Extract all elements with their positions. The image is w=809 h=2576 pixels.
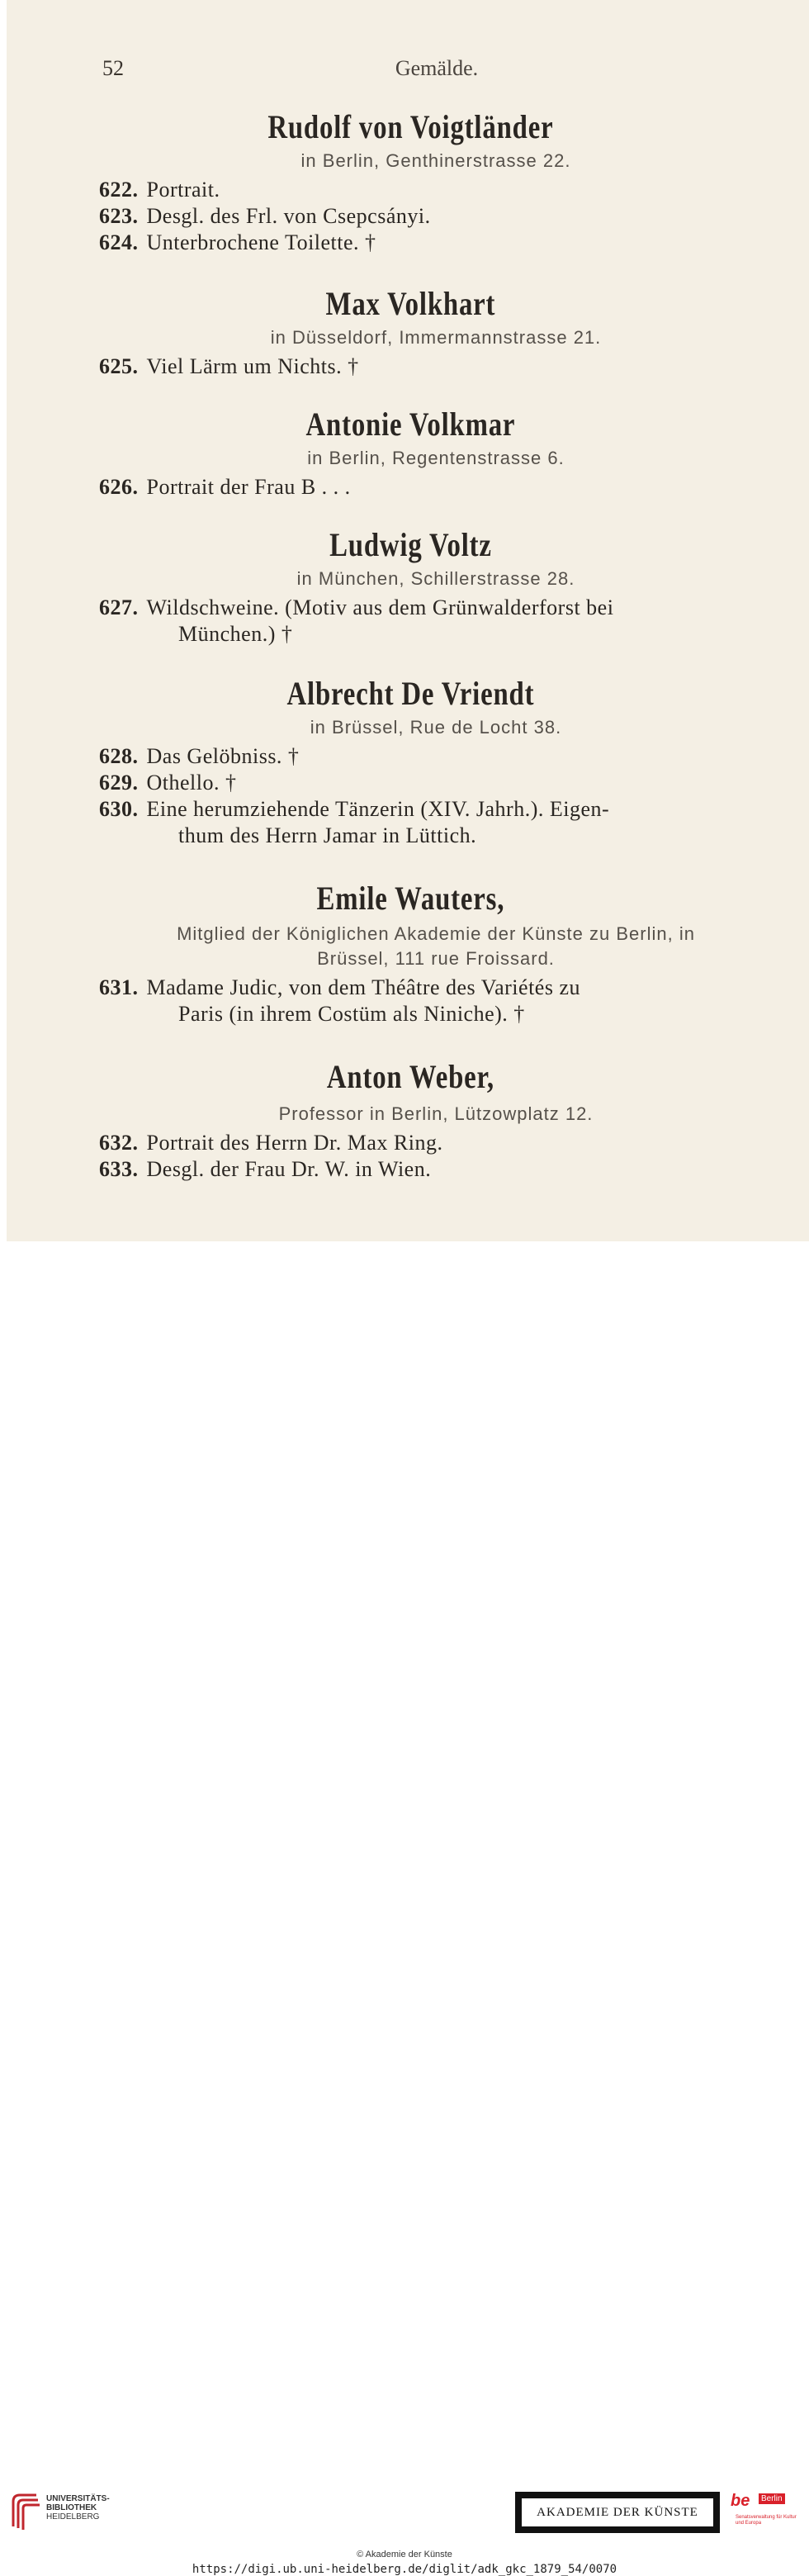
catalog-entry-continuation: thum des Herrn Jamar in Lüttich.	[178, 823, 477, 847]
artist-address: in Berlin, Genthinerstrasse 22.	[300, 150, 571, 171]
academy-logo[interactable]	[515, 2492, 720, 2533]
catalog-entry	[99, 743, 776, 770]
library-line: UNIVERSITÄTS-	[46, 2494, 110, 2503]
catalog-entry	[99, 177, 776, 203]
university-library-logo-icon[interactable]	[8, 2490, 43, 2533]
entry-number: 626.	[99, 475, 139, 499]
catalog-entry	[99, 975, 776, 1001]
entry-number: 632.	[99, 1131, 139, 1155]
catalog-entry	[99, 353, 776, 380]
catalog-entry-continuation: Paris (in ihrem Costüm als Niniche). †	[178, 1002, 525, 1026]
entry-text: Desgl. des Frl. von Csepcsányi.	[146, 204, 431, 228]
artist-name: Antonie Volkmar	[305, 406, 516, 443]
catalog-entry	[99, 770, 776, 796]
berlin-logo[interactable]	[731, 2492, 797, 2533]
entry-text: Portrait des Herrn Dr. Max Ring.	[146, 1131, 443, 1155]
entry-number: 629.	[99, 771, 139, 795]
entry-number: 633.	[99, 1157, 139, 1181]
entry-text: Madame Judic, von dem Théâtre des Variétés zu	[146, 975, 580, 999]
berlin-logo-be: be	[731, 2492, 750, 2510]
entry-number: 624.	[99, 230, 139, 254]
entry-number: 630.	[99, 797, 139, 821]
library-line: BIBLIOTHEK	[46, 2503, 97, 2512]
entry-number: 622.	[99, 178, 139, 202]
entry-text: Othello. †	[146, 771, 237, 795]
artist-address: Mitglied der Königlichen Akademie der Künste zu Berlin, in	[177, 923, 695, 944]
catalog-entry	[99, 796, 776, 823]
artist-address: in Düsseldorf, Immermannstrasse 21.	[270, 327, 602, 348]
artist-name: Rudolf von Voigtländer	[267, 108, 554, 145]
entry-number: 623.	[99, 204, 139, 228]
catalog-entry	[99, 230, 776, 256]
artist-name: Max Volkhart	[325, 285, 496, 322]
viewer-footer	[0, 1241, 809, 2576]
catalog-entry	[99, 474, 776, 500]
entry-number: 625.	[99, 354, 139, 378]
artist-name: Anton Weber,	[326, 1058, 494, 1095]
catalog-entry-continuation: München.) †	[178, 622, 293, 646]
artist-name: Emile Wauters,	[316, 880, 505, 917]
catalog-entry	[99, 1156, 776, 1183]
artist-name: Albrecht De Vriendt	[286, 675, 535, 712]
entry-text: Wildschweine. (Motiv aus dem Grünwalderforst bei	[146, 595, 614, 619]
entry-text: Das Gelöbniss. †	[146, 744, 300, 768]
artist-name: Ludwig Voltz	[329, 526, 492, 563]
catalog-entry	[99, 203, 776, 230]
permalink-url[interactable]: https://digi.ub.uni-heidelberg.de/diglit/adk_gkc_1879_54/0070	[192, 2563, 617, 2576]
artist-address: Professor in Berlin, Lützowplatz 12.	[278, 1103, 594, 1124]
entry-number: 627.	[99, 595, 139, 619]
catalog-entry	[99, 595, 776, 621]
university-library-name[interactable]	[46, 2494, 110, 2521]
library-line: HEIDELBERG	[46, 2512, 100, 2521]
page-number: 52	[102, 56, 124, 80]
scanned-page	[7, 0, 809, 1241]
artist-address-continuation: Brüssel, 111 rue Froissard.	[317, 948, 555, 969]
berlin-logo-box: Berlin	[759, 2493, 785, 2504]
artist-address: in Berlin, Regentenstrasse 6.	[307, 448, 565, 468]
entry-number: 631.	[99, 975, 139, 999]
artist-address: in Brüssel, Rue de Locht 38.	[310, 717, 562, 738]
copyright-text: © Akademie der Künste	[357, 2550, 452, 2559]
artist-address: in München, Schillerstrasse 28.	[296, 568, 575, 589]
catalog-entry	[99, 1130, 776, 1156]
berlin-logo-subtitle: Senatsverwaltung für Kultur und Europa	[736, 2515, 797, 2526]
entry-text: Eine herumziehende Tänzerin (XIV. Jahrh.). Eigen-	[146, 797, 610, 821]
entry-text: Viel Lärm um Nichts. †	[146, 354, 359, 378]
entry-number: 628.	[99, 744, 139, 768]
academy-logo-text: AKADEMIE DER KÜNSTE	[522, 2498, 713, 2526]
entry-text: Portrait.	[146, 178, 220, 202]
running-head: Gemälde.	[395, 56, 479, 80]
entry-text: Desgl. der Frau Dr. W. in Wien.	[146, 1157, 432, 1181]
entry-text: Portrait der Frau B . . .	[146, 475, 351, 499]
entry-text: Unterbrochene Toilette. †	[146, 230, 376, 254]
